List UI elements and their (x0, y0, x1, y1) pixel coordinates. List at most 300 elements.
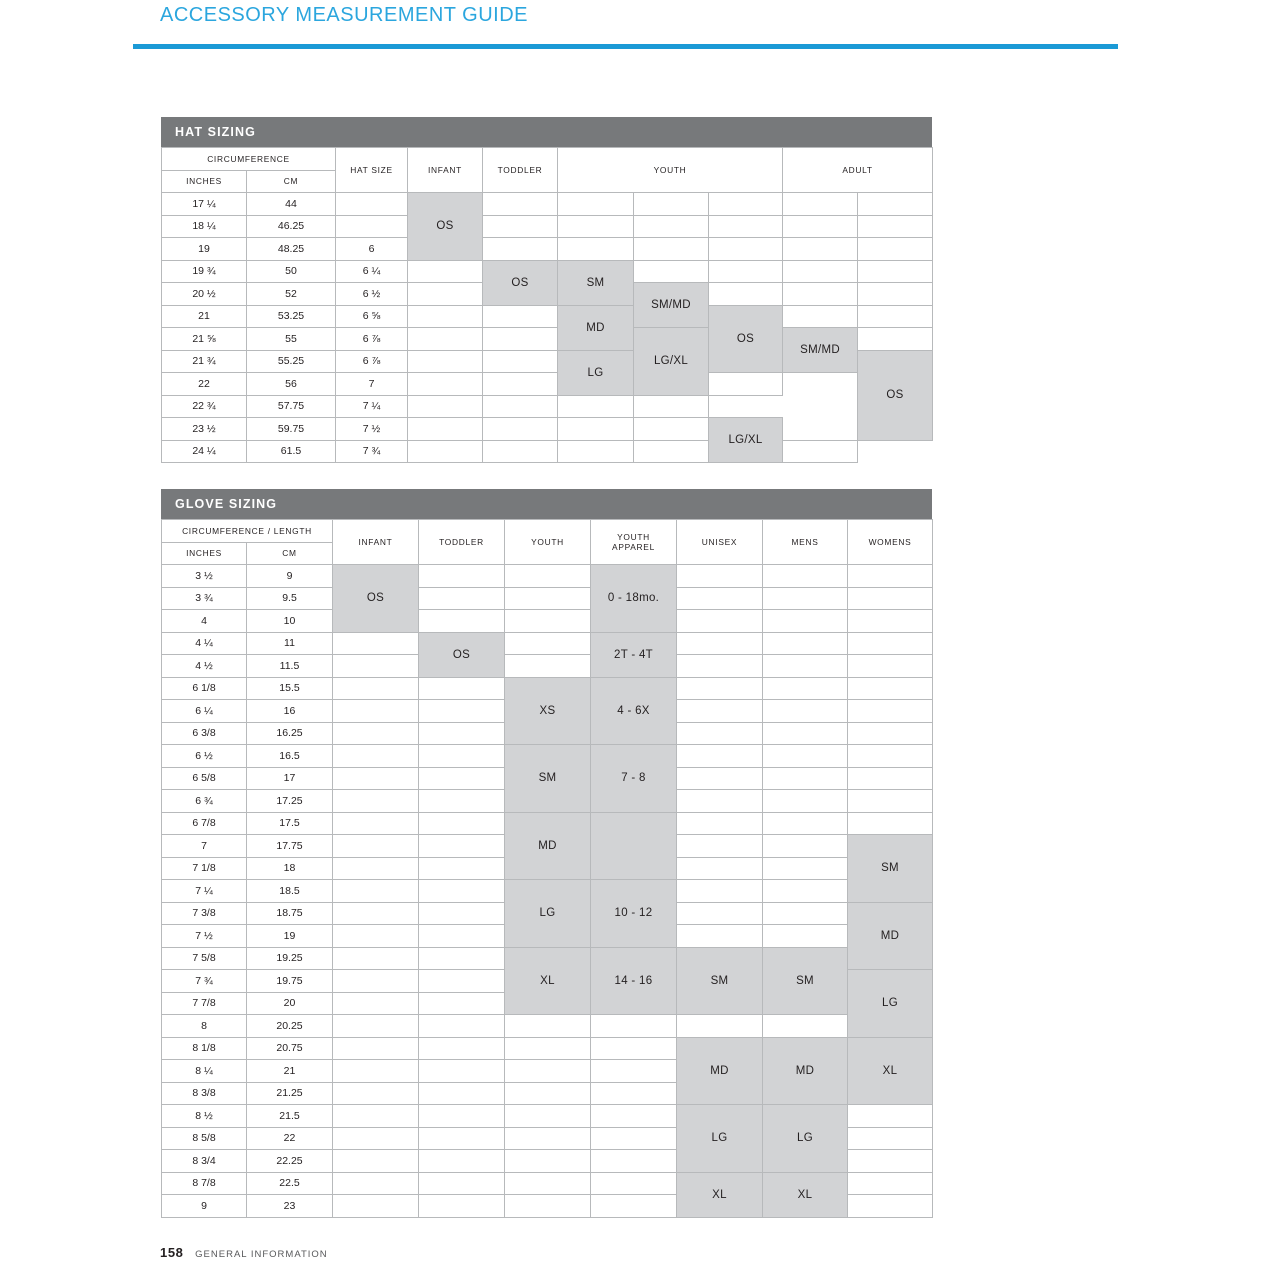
hat-cell-blank (558, 238, 634, 261)
hat-header-youth: YOUTH (558, 148, 783, 193)
hat-cell-blank (783, 283, 858, 306)
glove-cell-blank (677, 700, 763, 723)
hat-header-circumference: CIRCUMFERENCE (162, 148, 336, 171)
hat-cell-cm: 46.25 (247, 215, 336, 238)
glove-cell-cm: 21.5 (247, 1105, 333, 1128)
hat-cell-blank (483, 328, 558, 351)
footer-page-number: 158 (160, 1245, 184, 1260)
hat-sizing-header: HAT SIZING (161, 117, 932, 147)
hat-cell-blank (709, 238, 783, 261)
glove-cell-blank (419, 1082, 505, 1105)
glove-cell-blank (333, 880, 419, 903)
glove-cell-inches: 6 3/8 (162, 722, 247, 745)
hat-cell-blank (858, 283, 933, 306)
glove-cell-cm: 11.5 (247, 655, 333, 678)
glove-cell-inches: 9 (162, 1195, 247, 1218)
glove-mens-sm: SM (763, 947, 848, 1015)
hat-cell-inches: 21 ¾ (162, 350, 247, 373)
glove-cell-blank (763, 677, 848, 700)
glove-cell-blank (677, 925, 763, 948)
glove-cell-cm: 17 (247, 767, 333, 790)
glove-cell-blank (333, 1060, 419, 1083)
hat-cell-inches: 19 ¾ (162, 260, 247, 283)
glove-cell-blank (763, 790, 848, 813)
hat-cell-blank (783, 305, 858, 328)
hat-cell-blank (634, 440, 709, 463)
hat-cell-blank (783, 260, 858, 283)
glove-cell-blank (333, 1150, 419, 1173)
glove-cell-blank (419, 992, 505, 1015)
glove-cell-blank (591, 1150, 677, 1173)
hat-cell-cm: 53.25 (247, 305, 336, 328)
glove-cell-blank (419, 947, 505, 970)
title-rule (133, 44, 1118, 49)
glove-cell-inches: 8 7/8 (162, 1172, 247, 1195)
hat-cell-size (336, 193, 408, 216)
hat-cell-inches: 22 ¾ (162, 395, 247, 418)
glove-cell-blank (333, 970, 419, 993)
glove-cell-blank (333, 700, 419, 723)
glove-cell-cm: 17.75 (247, 835, 333, 858)
glove-unisex-sm: SM (677, 947, 763, 1015)
glove-cell-blank (677, 812, 763, 835)
hat-cell-inches: 20 ½ (162, 283, 247, 306)
hat-youth-lgxl: LG/XL (634, 328, 709, 396)
table-row (162, 1172, 933, 1195)
hat-cell-cm: 44 (247, 193, 336, 216)
glove-cell-blank (677, 587, 763, 610)
glove-cell-blank (848, 767, 933, 790)
glove-apparel-14-16: 14 - 16 (591, 947, 677, 1015)
glove-cell-blank (419, 925, 505, 948)
hat-youth-md: MD (558, 305, 634, 350)
hat-cell-blank (408, 328, 483, 351)
glove-cell-blank (419, 745, 505, 768)
glove-cell-blank (677, 790, 763, 813)
hat-cell-inches: 21 (162, 305, 247, 328)
hat-infant-os: OS (408, 193, 483, 261)
glove-womens-sm: SM (848, 835, 933, 903)
glove-cell-cm: 9 (247, 565, 333, 588)
table-row (162, 373, 933, 396)
glove-cell-blank (333, 1195, 419, 1218)
table-row (162, 328, 933, 351)
hat-adult-smmd: SM/MD (783, 328, 858, 373)
glove-cell-cm: 16.25 (247, 722, 333, 745)
glove-apparel-blank (591, 812, 677, 880)
glove-cell-blank (591, 1172, 677, 1195)
glove-cell-blank (333, 1105, 419, 1128)
glove-cell-blank (763, 1015, 848, 1038)
hat-cell-inches: 24 ¼ (162, 440, 247, 463)
table-row (162, 745, 933, 768)
glove-cell-blank (333, 857, 419, 880)
hat-cell-cm: 61.5 (247, 440, 336, 463)
glove-apparel-4-6x: 4 - 6X (591, 677, 677, 745)
glove-toddler-os: OS (419, 632, 505, 677)
table-row (162, 565, 933, 588)
hat-cell-inches: 19 (162, 238, 247, 261)
glove-cell-blank (763, 587, 848, 610)
hat-cell-blank (709, 215, 783, 238)
hat-cell-blank (408, 260, 483, 283)
glove-cell-blank (419, 880, 505, 903)
hat-cell-cm: 59.75 (247, 418, 336, 441)
glove-header-youth: YOUTH (505, 520, 591, 565)
hat-cell-cm: 57.75 (247, 395, 336, 418)
hat-cell-blank (783, 215, 858, 238)
glove-cell-blank (505, 587, 591, 610)
glove-cell-inches: 7 (162, 835, 247, 858)
hat-cell-blank (634, 418, 709, 441)
hat-cell-blank (483, 418, 558, 441)
table-row (162, 632, 933, 655)
glove-cell-blank (419, 790, 505, 813)
table-row (162, 418, 933, 441)
glove-cell-blank (505, 1105, 591, 1128)
glove-cell-blank (419, 835, 505, 858)
hat-cell-blank (483, 238, 558, 261)
glove-cell-blank (763, 565, 848, 588)
glove-cell-blank (591, 1105, 677, 1128)
hat-cell-blank (558, 440, 634, 463)
glove-cell-blank (333, 632, 419, 655)
page-title: ACCESSORY MEASUREMENT GUIDE (160, 4, 529, 26)
hat-cell-blank (408, 373, 483, 396)
glove-header-youth-apparel-line1: YOUTH (617, 532, 650, 542)
hat-cell-size (336, 215, 408, 238)
glove-cell-blank (763, 767, 848, 790)
hat-cell-blank (483, 193, 558, 216)
glove-header-youth-apparel-line2: APPAREL (612, 542, 655, 552)
hat-cell-blank (558, 418, 634, 441)
hat-cell-blank (709, 193, 783, 216)
hat-header-hat-size: HAT SIZE (336, 148, 408, 193)
glove-header-mens: MENS (763, 520, 848, 565)
glove-cell-blank (505, 1172, 591, 1195)
glove-cell-blank (848, 677, 933, 700)
glove-cell-blank (848, 790, 933, 813)
glove-cell-blank (677, 677, 763, 700)
glove-cell-inches: 7 ¾ (162, 970, 247, 993)
glove-cell-blank (763, 902, 848, 925)
glove-cell-blank (591, 1127, 677, 1150)
glove-cell-blank (419, 587, 505, 610)
glove-header-infant: INFANT (333, 520, 419, 565)
glove-womens-xl: XL (848, 1037, 933, 1105)
glove-cell-blank (763, 880, 848, 903)
hat-cell-blank (858, 260, 933, 283)
table-row (162, 947, 933, 970)
table-row (162, 677, 933, 700)
glove-cell-blank (763, 722, 848, 745)
hat-cell-size: 6 (336, 238, 408, 261)
glove-cell-blank (419, 1060, 505, 1083)
hat-cell-blank (558, 395, 634, 418)
glove-youth-lg: LG (505, 880, 591, 948)
hat-cell-blank (408, 350, 483, 373)
glove-cell-inches: 4 ½ (162, 655, 247, 678)
glove-cell-blank (677, 565, 763, 588)
glove-cell-blank (848, 1150, 933, 1173)
glove-cell-blank (848, 1172, 933, 1195)
glove-sizing-table (161, 519, 933, 1218)
glove-youth-xl: XL (505, 947, 591, 1015)
glove-cell-inches: 7 3/8 (162, 902, 247, 925)
glove-cell-inches: 8 (162, 1015, 247, 1038)
hat-youth-smmd: SM/MD (634, 283, 709, 328)
glove-cell-blank (419, 857, 505, 880)
glove-header-inches: INCHES (162, 542, 247, 565)
glove-cell-inches: 4 (162, 610, 247, 633)
glove-cell-blank (419, 565, 505, 588)
hat-cell-inches: 22 (162, 373, 247, 396)
glove-apparel-0-18mo: 0 - 18mo. (591, 565, 677, 633)
glove-cell-blank (505, 1127, 591, 1150)
hat-cell-cm: 50 (247, 260, 336, 283)
table-row (162, 880, 933, 903)
glove-youth-md: MD (505, 812, 591, 880)
glove-cell-blank (333, 925, 419, 948)
glove-cell-blank (333, 812, 419, 835)
glove-cell-blank (419, 902, 505, 925)
hat-youth-lg: LG (558, 350, 634, 395)
hat-youth-os: OS (709, 305, 783, 373)
glove-cell-blank (419, 677, 505, 700)
glove-cell-inches: 8 3/8 (162, 1082, 247, 1105)
glove-unisex-md: MD (677, 1037, 763, 1105)
glove-cell-blank (505, 1150, 591, 1173)
hat-cell-size: 6 ¼ (336, 260, 408, 283)
glove-cell-cm: 20.75 (247, 1037, 333, 1060)
glove-apparel-2t-4t: 2T - 4T (591, 632, 677, 677)
glove-cell-cm: 23 (247, 1195, 333, 1218)
glove-cell-cm: 15.5 (247, 677, 333, 700)
glove-cell-inches: 8 ¼ (162, 1060, 247, 1083)
hat-header-cm: CM (247, 170, 336, 193)
table-row (162, 1037, 933, 1060)
glove-cell-blank (505, 610, 591, 633)
glove-cell-blank (333, 947, 419, 970)
glove-cell-blank (333, 1037, 419, 1060)
footer-section-label: GENERAL INFORMATION (195, 1249, 328, 1260)
glove-cell-blank (677, 722, 763, 745)
table-row (162, 812, 933, 835)
hat-cell-inches: 18 ¼ (162, 215, 247, 238)
glove-cell-blank (333, 1172, 419, 1195)
glove-cell-cm: 22.5 (247, 1172, 333, 1195)
hat-cell-blank (558, 193, 634, 216)
hat-cell-blank (634, 395, 709, 418)
glove-sizing-table-wrapper (161, 489, 932, 1218)
hat-header-infant: INFANT (408, 148, 483, 193)
hat-cell-blank (858, 215, 933, 238)
glove-cell-inches: 7 7/8 (162, 992, 247, 1015)
hat-toddler-os: OS (483, 260, 558, 305)
glove-mens-lg: LG (763, 1105, 848, 1173)
hat-cell-size: 7 ¾ (336, 440, 408, 463)
glove-cell-cm: 10 (247, 610, 333, 633)
table-row (162, 260, 933, 283)
glove-cell-blank (848, 812, 933, 835)
glove-cell-inches: 4 ¼ (162, 632, 247, 655)
glove-cell-blank (763, 812, 848, 835)
glove-cell-inches: 6 5/8 (162, 767, 247, 790)
glove-header-toddler: TODDLER (419, 520, 505, 565)
glove-cell-cm: 20.25 (247, 1015, 333, 1038)
glove-cell-blank (333, 992, 419, 1015)
glove-cell-cm: 20 (247, 992, 333, 1015)
glove-unisex-xl: XL (677, 1172, 763, 1217)
glove-cell-blank (419, 767, 505, 790)
glove-cell-inches: 8 5/8 (162, 1127, 247, 1150)
glove-cell-blank (333, 722, 419, 745)
table-row (162, 655, 933, 678)
table-row (162, 610, 933, 633)
glove-cell-cm: 18.75 (247, 902, 333, 925)
glove-cell-blank (677, 835, 763, 858)
glove-cell-cm: 19.75 (247, 970, 333, 993)
hat-cell-cm: 52 (247, 283, 336, 306)
glove-cell-blank (677, 902, 763, 925)
glove-cell-blank (763, 655, 848, 678)
hat-cell-size: 6 ⅝ (336, 305, 408, 328)
glove-cell-blank (419, 1127, 505, 1150)
glove-cell-blank (848, 655, 933, 678)
glove-cell-blank (333, 767, 419, 790)
glove-cell-inches: 8 3/4 (162, 1150, 247, 1173)
hat-cell-size: 6 ⅞ (336, 328, 408, 351)
table-row (162, 215, 933, 238)
glove-cell-inches: 8 1/8 (162, 1037, 247, 1060)
glove-cell-blank (677, 655, 763, 678)
glove-cell-blank (677, 1015, 763, 1038)
glove-cell-inches: 3 ½ (162, 565, 247, 588)
glove-apparel-7-8: 7 - 8 (591, 745, 677, 813)
glove-youth-sm: SM (505, 745, 591, 813)
glove-cell-blank (848, 700, 933, 723)
glove-cell-inches: 7 ½ (162, 925, 247, 948)
glove-cell-inches: 7 5/8 (162, 947, 247, 970)
hat-cell-blank (408, 283, 483, 306)
glove-cell-blank (677, 857, 763, 880)
glove-cell-cm: 16.5 (247, 745, 333, 768)
glove-header-womens: WOMENS (848, 520, 933, 565)
hat-cell-blank (483, 440, 558, 463)
glove-cell-cm: 21.25 (247, 1082, 333, 1105)
glove-cell-blank (419, 1195, 505, 1218)
hat-cell-blank (634, 260, 709, 283)
glove-cell-inches: 3 ¾ (162, 587, 247, 610)
glove-cell-blank (848, 565, 933, 588)
glove-cell-blank (419, 1105, 505, 1128)
glove-cell-blank (763, 857, 848, 880)
glove-cell-blank (419, 1172, 505, 1195)
table-row (162, 440, 933, 463)
glove-cell-blank (333, 835, 419, 858)
glove-unisex-lg: LG (677, 1105, 763, 1173)
glove-cell-blank (591, 1082, 677, 1105)
glove-cell-blank (591, 1195, 677, 1218)
glove-header-cm: CM (247, 542, 333, 565)
glove-cell-cm: 17.25 (247, 790, 333, 813)
glove-header-youth-apparel (591, 520, 677, 565)
glove-cell-blank (419, 1037, 505, 1060)
glove-cell-blank (419, 722, 505, 745)
glove-cell-blank (333, 1015, 419, 1038)
glove-cell-blank (505, 565, 591, 588)
hat-cell-blank (408, 418, 483, 441)
glove-cell-blank (677, 632, 763, 655)
hat-cell-blank (408, 395, 483, 418)
page-footer (160, 1245, 328, 1260)
hat-cell-blank (634, 238, 709, 261)
glove-cell-blank (505, 1037, 591, 1060)
hat-cell-blank (858, 193, 933, 216)
glove-cell-blank (505, 632, 591, 655)
hat-cell-size: 7 ½ (336, 418, 408, 441)
glove-cell-blank (333, 677, 419, 700)
glove-cell-blank (763, 610, 848, 633)
glove-cell-cm: 9.5 (247, 587, 333, 610)
glove-womens-lg: LG (848, 970, 933, 1038)
glove-cell-blank (848, 722, 933, 745)
hat-cell-size: 7 (336, 373, 408, 396)
glove-cell-blank (419, 812, 505, 835)
table-row (162, 1015, 933, 1038)
hat-header-adult: ADULT (783, 148, 933, 193)
hat-cell-blank (483, 305, 558, 328)
glove-cell-inches: 6 7/8 (162, 812, 247, 835)
hat-cell-blank (408, 305, 483, 328)
glove-cell-cm: 16 (247, 700, 333, 723)
glove-cell-blank (763, 632, 848, 655)
glove-cell-blank (763, 835, 848, 858)
glove-cell-blank (848, 587, 933, 610)
table-row (162, 305, 933, 328)
glove-cell-blank (677, 610, 763, 633)
hat-cell-size: 6 ½ (336, 283, 408, 306)
glove-cell-blank (591, 1037, 677, 1060)
glove-cell-inches: 6 ½ (162, 745, 247, 768)
hat-cell-blank (783, 193, 858, 216)
glove-cell-blank (333, 1082, 419, 1105)
glove-cell-inches: 6 1/8 (162, 677, 247, 700)
glove-cell-blank (848, 1105, 933, 1128)
glove-cell-blank (505, 1060, 591, 1083)
glove-cell-blank (848, 1195, 933, 1218)
glove-womens-md: MD (848, 902, 933, 970)
glove-cell-inches: 8 ½ (162, 1105, 247, 1128)
glove-cell-blank (763, 745, 848, 768)
hat-cell-blank (483, 215, 558, 238)
hat-cell-blank (858, 305, 933, 328)
glove-header-circumference: CIRCUMFERENCE / LENGTH (162, 520, 333, 543)
glove-cell-cm: 22.25 (247, 1150, 333, 1173)
glove-cell-blank (763, 925, 848, 948)
hat-cell-blank (709, 260, 783, 283)
hat-cell-blank (709, 283, 783, 306)
hat-adult-os: OS (858, 350, 933, 440)
glove-cell-blank (333, 745, 419, 768)
hat-cell-blank (634, 215, 709, 238)
glove-cell-blank (591, 1015, 677, 1038)
glove-cell-blank (333, 790, 419, 813)
glove-cell-blank (505, 1195, 591, 1218)
glove-mens-md: MD (763, 1037, 848, 1105)
hat-cell-blank (483, 373, 558, 396)
glove-cell-blank (419, 1015, 505, 1038)
